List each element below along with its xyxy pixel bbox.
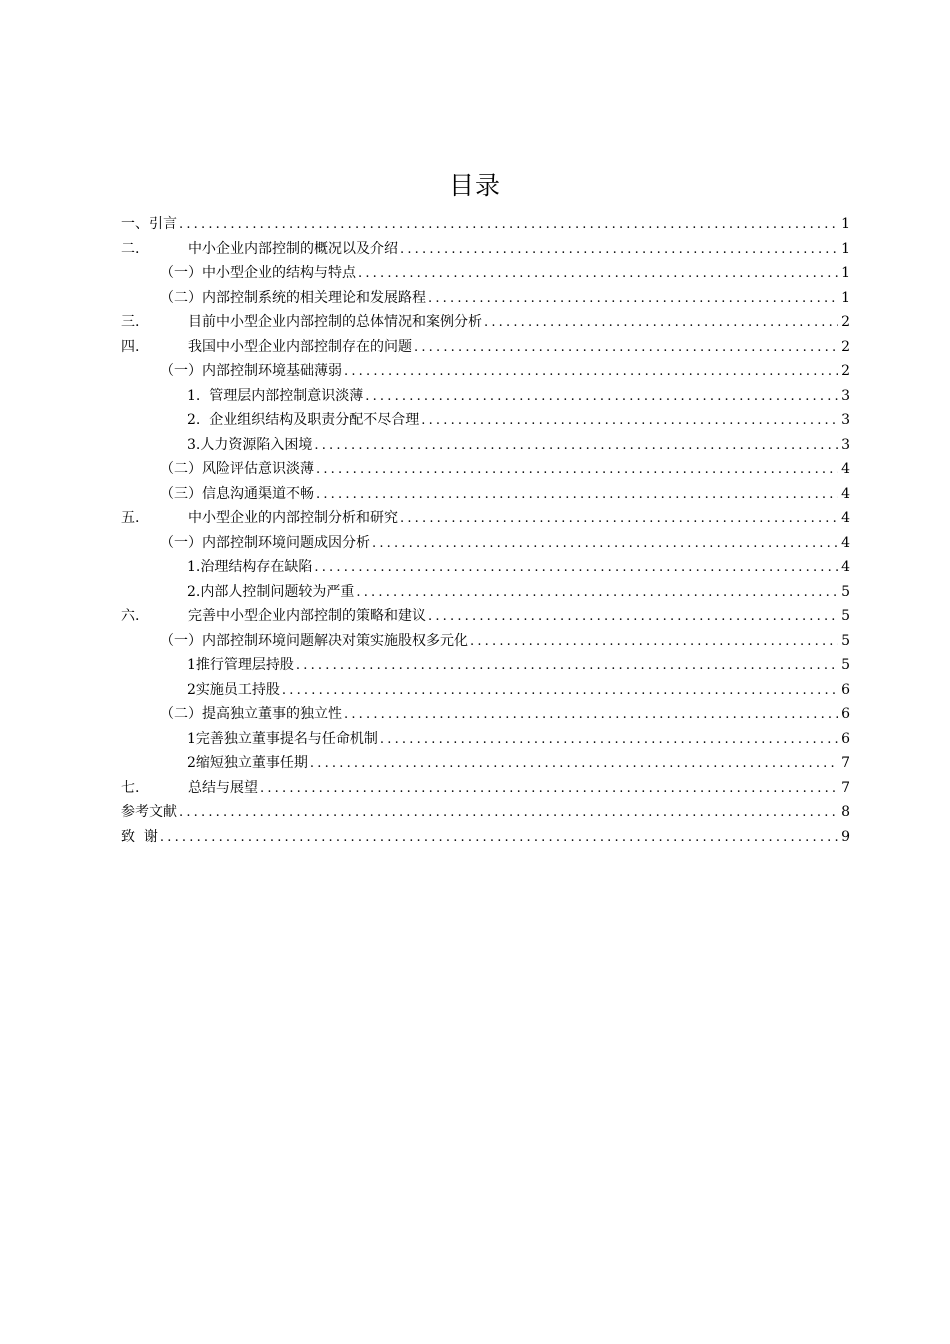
toc-entry[interactable] [121, 531, 850, 556]
toc-entry-page: 8 [841, 804, 850, 820]
toc-entry-page: 4 [841, 461, 850, 477]
toc-entry-title: （二）内部控制系统的相关理论和发展路程 [160, 289, 426, 306]
toc-entry-page: 2 [841, 363, 850, 379]
dot-leader [400, 507, 838, 531]
dot-leader [160, 826, 838, 850]
toc-entry[interactable] [121, 335, 850, 360]
dot-leader [400, 238, 838, 262]
toc-entry[interactable] [121, 457, 850, 482]
toc-entry[interactable] [121, 629, 850, 654]
toc-entry-page: 2 [841, 338, 850, 355]
toc-entry-page: 1 [841, 289, 850, 306]
toc-entry-title: 致 谢 [121, 828, 158, 845]
toc-entry-page: 7 [841, 755, 850, 771]
dot-leader [179, 801, 838, 825]
toc-entry[interactable] [121, 555, 850, 580]
toc-entry-title: 1.治理结构存在缺陷 [187, 559, 313, 575]
toc-entry-title: 我国中小型企业内部控制存在的问题 [188, 338, 412, 355]
toc-entry-page: 4 [841, 534, 850, 551]
toc-entry[interactable] [121, 212, 850, 237]
toc-entry[interactable] [121, 310, 850, 335]
toc-entry-title: 1推行管理层持股 [187, 657, 294, 673]
dot-leader [484, 311, 838, 335]
toc-entry-number: 五. [121, 510, 140, 526]
toc-entry-page: 5 [841, 632, 850, 649]
table-of-contents [121, 212, 850, 849]
toc-entry-page: 5 [841, 583, 850, 600]
toc-entry[interactable] [121, 433, 850, 458]
toc-entry-page: 7 [841, 779, 850, 796]
toc-entry-page: 3 [841, 387, 850, 404]
toc-entry-title: 总结与展望 [188, 779, 258, 796]
toc-entry-title: （一）内部控制环境基础薄弱 [160, 363, 342, 379]
dot-leader [344, 703, 838, 727]
toc-entry[interactable] [121, 408, 850, 433]
toc-entry-page: 1 [841, 216, 850, 232]
toc-entry-title: 3.人力资源陷入困境 [187, 436, 313, 453]
toc-entry-page: 1 [841, 240, 850, 257]
toc-entry-number: 二. [121, 240, 140, 257]
dot-leader [470, 630, 838, 654]
dot-leader [358, 262, 838, 286]
toc-entry-number: 七. [121, 779, 140, 796]
toc-entry-page: 2 [841, 314, 850, 330]
toc-entry[interactable] [121, 604, 850, 629]
dot-leader [296, 654, 838, 678]
toc-entry-page: 4 [841, 485, 850, 502]
dot-leader [414, 336, 838, 360]
toc-entry-title: 2.内部人控制问题较为严重 [187, 583, 355, 600]
toc-entry-title: （一）中小型企业的结构与特点 [160, 265, 356, 281]
toc-entry-title: 一、引言 [121, 216, 177, 232]
toc-entry[interactable] [121, 776, 850, 801]
dot-leader [314, 434, 838, 458]
toc-entry[interactable] [121, 702, 850, 727]
toc-entry-title: 完善中小型企业内部控制的策略和建议 [188, 608, 426, 624]
toc-entry-title: 中小型企业的内部控制分析和研究 [188, 510, 398, 526]
toc-entry-title: 2. 企业组织结构及职责分配不尽合理 [187, 412, 420, 428]
toc-entry[interactable] [121, 482, 850, 507]
toc-entry[interactable] [121, 678, 850, 703]
toc-entry-page: 6 [841, 706, 850, 722]
toc-entry-page: 1 [841, 265, 850, 281]
toc-entry-page: 3 [841, 412, 850, 428]
toc-entry[interactable] [121, 580, 850, 605]
toc-entry[interactable] [121, 506, 850, 531]
toc-entry[interactable] [121, 261, 850, 286]
toc-entry-title: （二）风险评估意识淡薄 [160, 461, 314, 477]
toc-entry-title: 2实施员工持股 [187, 681, 280, 698]
toc-entry-page: 5 [841, 608, 850, 624]
dot-leader [372, 532, 838, 556]
toc-entry[interactable] [121, 751, 850, 776]
toc-entry[interactable] [121, 286, 850, 311]
toc-entry-title: 2缩短独立董事任期 [187, 755, 308, 771]
toc-entry-page: 9 [841, 828, 850, 845]
toc-entry-page: 6 [841, 681, 850, 698]
toc-entry-page: 4 [841, 510, 850, 526]
dot-leader [356, 581, 838, 605]
toc-entry-title: （一）内部控制环境问题解决对策实施股权多元化 [160, 632, 468, 649]
toc-entry-number: 四. [121, 338, 140, 355]
dot-leader [260, 777, 838, 801]
dot-leader [365, 385, 838, 409]
toc-entry-number: 六. [121, 608, 140, 624]
toc-entry-title: 1完善独立董事提名与任命机制 [187, 730, 378, 747]
dot-leader [282, 679, 838, 703]
toc-entry-title: 1. 管理层内部控制意识淡薄 [187, 387, 364, 404]
dot-leader [316, 483, 838, 507]
dot-leader [314, 556, 838, 580]
toc-entry-title: 参考文献 [121, 804, 177, 820]
dot-leader [421, 409, 838, 433]
dot-leader [310, 752, 838, 776]
page-title: 目录 [448, 171, 501, 200]
dot-leader [380, 728, 838, 752]
toc-entry-title: （一）内部控制环境问题成因分析 [160, 534, 370, 551]
toc-entry[interactable] [121, 727, 850, 752]
dot-leader [179, 213, 838, 237]
toc-entry[interactable] [121, 653, 850, 678]
toc-entry-page: 3 [841, 436, 850, 453]
toc-entry-page: 4 [841, 559, 850, 575]
dot-leader [344, 360, 838, 384]
dot-leader [428, 287, 838, 311]
toc-entry[interactable] [121, 237, 850, 262]
toc-entry-page: 6 [841, 730, 850, 747]
toc-entry-title: （三）信息沟通渠道不畅 [160, 485, 314, 502]
toc-entry-title: （二）提高独立董事的独立性 [160, 706, 342, 722]
dot-leader [316, 458, 838, 482]
toc-entry[interactable] [121, 384, 850, 409]
toc-entry-title: 中小企业内部控制的概况以及介绍 [188, 240, 398, 257]
toc-entry-number: 三. [121, 314, 140, 330]
toc-entry-page: 5 [841, 657, 850, 673]
toc-entry-title: 目前中小型企业内部控制的总体情况和案例分析 [188, 314, 482, 330]
toc-entry[interactable] [121, 825, 850, 850]
dot-leader [428, 605, 838, 629]
toc-entry[interactable] [121, 359, 850, 384]
toc-entry[interactable] [121, 800, 850, 825]
